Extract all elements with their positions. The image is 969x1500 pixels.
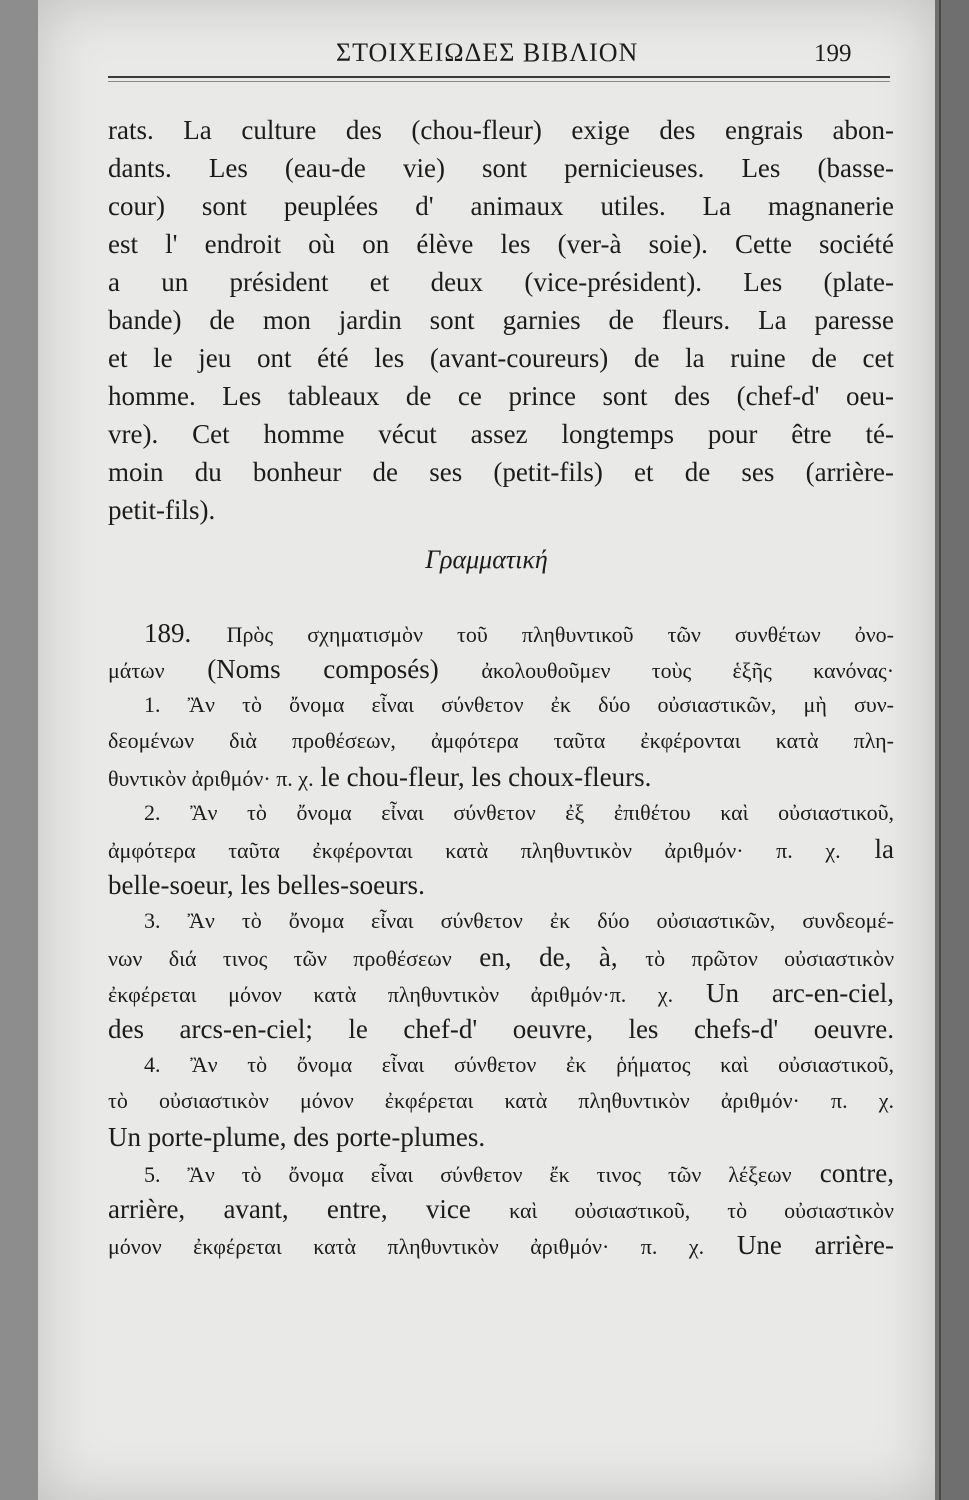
grammar-intro-line: 189. Πρὸς σχηματισμὸν τοῦ πληθυντικοῦ τῶν συνθέτων ὀνο- [144, 618, 894, 648]
exercise-line: est l' endroit où on élève les (ver-à soie). Cette société [108, 229, 894, 259]
rule-3-line: νων διά τινος τῶν προθέσεων en, de, à, τὸ πρῶτον οὐσιαστικὸν [108, 942, 895, 972]
rule-2-line: ἀμφότερα ταῦτα ἐκφέρονται κατὰ πληθυντικὸν ἀριθμόν· π. χ. la [108, 834, 895, 864]
rule-4-line: Un porte-plume, des porte-plumes. [108, 1122, 486, 1152]
exercise-line: vre). Cet homme vécut assez longtemps pour être té- [108, 419, 894, 449]
rule-2-line: 2. Ἂν τὸ ὄνομα εἶναι σύνθετον ἐξ ἐπιθέτου καὶ οὐσιαστικοῦ, [144, 800, 894, 825]
book-edge [935, 0, 969, 1500]
rule-5-line: 5. Ἂν τὸ ὄνομα εἶναι σύνθετον ἔκ τινος τῶν λέξεων contre, [144, 1158, 894, 1188]
header-rule [108, 76, 890, 78]
page-header [38, 38, 935, 78]
exercise-line: a un président et deux (vice-président). Les (plate- [108, 267, 894, 297]
exercise-line: homme. Les tableaux de ce prince sont des (chef-d' oeu- [108, 381, 894, 411]
paragraph-number: 189. [144, 618, 192, 648]
rule-2-line: belle-soeur, les belles-soeurs. [108, 870, 425, 900]
exercise-line: bande) de mon jardin sont garnies de fleurs. La paresse [108, 305, 894, 335]
rule-3-line: des arcs-en-ciel; le chef-d' oeuvre, les chefs-d' oeuvre. [108, 1014, 894, 1044]
rule-3-line: 3. Ἂν τὸ ὄνομα εἶναι σύνθετον ἐκ δύο οὐσιαστικῶν, συνδεομέ- [144, 908, 894, 933]
exercise-line: dants. Les (eau-de vie) sont pernicieuses. Les (basse- [108, 153, 894, 183]
book-page [38, 0, 935, 1500]
header-rule-thin [108, 81, 890, 82]
exercise-line: cour) sont peuplées d' animaux utiles. La magnanerie [108, 191, 894, 221]
running-title: ΣΤΟΙΧΕΙΩΔΕΣ ΒΙΒΛΙΟΝ [336, 38, 639, 67]
rule-1-line: δεομένων διὰ προθέσεων, ἀμφότερα ταῦτα ἐκφέρονται κατὰ πλη- [108, 728, 894, 753]
rule-1-line: θυντικὸν ἀριθμόν· π. χ. le chou-fleur, les choux-fleurs. [108, 762, 652, 792]
rule-5-line: arrière, avant, entre, vice καὶ οὐσιαστικοῦ, τὸ οὐσιαστικὸν [108, 1194, 894, 1224]
exercise-line: rats. La culture des (chou-fleur) exige des engrais abon- [108, 115, 894, 145]
section-heading: Γραμματική [425, 545, 548, 574]
rule-4-line: 4. Ἂν τὸ ὄνομα εἶναι σύνθετον ἐκ ῥήματος καὶ οὐσιαστικοῦ, [144, 1052, 894, 1077]
rule-3-line: ἐκφέρεται μόνον κατὰ πληθυντικὸν ἀριθμόν·π. χ. Un arc-en-ciel, [108, 978, 894, 1008]
exercise-line: et le jeu ont été les (avant-coureurs) de la ruine de cet [108, 343, 894, 373]
exercise-line: petit-fils). [108, 495, 216, 525]
grammar-intro-line: μάτων (Noms composés) ἀκολουθοῦμεν τοὺς ἑξῆς κανόνας· [108, 654, 895, 684]
rule-1-line: 1. Ἂν τὸ ὄνομα εἶναι σύνθετον ἐκ δύο οὐσιαστικῶν, μὴ συν- [144, 692, 894, 717]
page-number: 199 [814, 40, 852, 67]
rule-4-line: τὸ οὐσιαστικὸν μόνον ἐκφέρεται κατὰ πληθυντικὸν ἀριθμόν· π. χ. [108, 1088, 894, 1113]
rule-5-line: μόνον ἐκφέρεται κατὰ πληθυντικὸν ἀριθμόν· π. χ. Une arrière- [108, 1230, 894, 1260]
exercise-line: moin du bonheur de ses (petit-fils) et de ses (arrière- [108, 457, 894, 487]
